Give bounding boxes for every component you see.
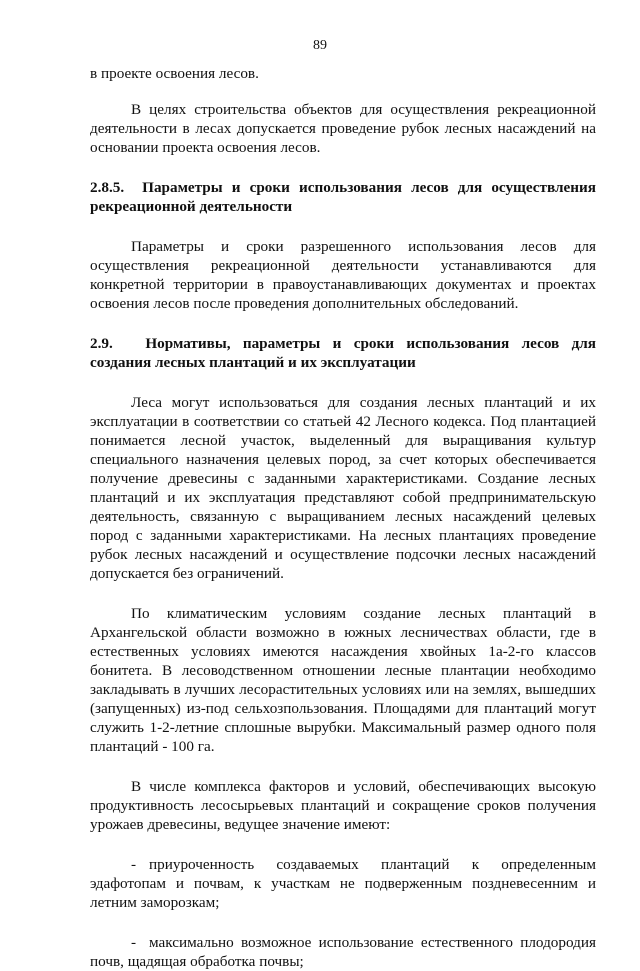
paragraph: В целях строительства объектов для осуществления рекреационной деятельности в лесах допускается проведение рубок лесных насаждений на основании проекта освоения лесов.	[90, 101, 596, 156]
section-heading-2-8-5	[90, 178, 596, 216]
page-number: 89	[313, 38, 327, 53]
paragraph-continuation: в проекте освоения лесов.	[90, 65, 259, 82]
paragraph: Параметры и сроки разрешенного использования лесов для осуществления рекреационной деятельности устанавливаются для конкретной территории в правоустанавливающих документах и проектах освоения лесов после проведения дополнительных обследований.	[90, 238, 596, 312]
section-title: Параметры и сроки использования лесов для осуществления рекреационной деятельности	[90, 179, 596, 215]
section-heading-2-9	[90, 334, 596, 372]
list-item	[90, 933, 596, 971]
list-marker: -	[131, 856, 137, 873]
paragraph: По климатическим условиям создание лесных плантаций в Архангельской области возможно в южных лесничествах области, где в естественных условиях имеются насаждения хвойных 1а-2-го классов бонитета. В лесоводственном отношении лесные плантации необходимо закладывать в лучших лесорастительных условиях или на землях, вышедших (запущенных) из-под сельхозпользования. Площадями для плантаций могут служить 1-2-летние сплошные вырубки. Максимальный размер одного поля плантаций - 100 га.	[90, 605, 596, 755]
list-item-text: максимально возможное использование естественного плодородия почв, щадящая обработка почвы;	[90, 934, 596, 970]
section-title: Нормативы, параметры и сроки использования лесов для создания лесных плантаций и их эксплуатации	[90, 335, 597, 371]
page-body	[90, 64, 596, 971]
paragraph: Леса могут использоваться для создания лесных плантаций и их эксплуатации в соответствии со статьей 42 Лесного кодекса. Под плантацией понимается лесной участок, выделенный для выращивания культур специального назначения целевых пород, за счет которых обеспечивается получение древесины с заданными характеристиками. Создание лесных плантаций и их эксплуатация представляют собой предпринимательскую деятельность, связанную с выращиванием лесных насаждений целевых пород с заданными характеристиками. На лесных плантациях проведение рубок лесных насаждений и осуществление подсочки лесных насаждений допускается без ограничений.	[90, 394, 596, 582]
list-item-text: приуроченность создаваемых плантаций к определенным эдафотопам и почвам, к участкам не подверженным поздневесенним и летним заморозкам;	[90, 856, 596, 911]
list-item	[90, 855, 596, 912]
list-marker: -	[131, 934, 137, 951]
paragraph: В числе комплекса факторов и условий, обеспечивающих высокую продуктивность лесосырьевых плантаций и сокращение сроков получения урожаев древесины, ведущее значение имеют:	[90, 778, 596, 833]
section-number: 2.9.	[90, 335, 113, 352]
section-number: 2.8.5.	[90, 179, 125, 196]
